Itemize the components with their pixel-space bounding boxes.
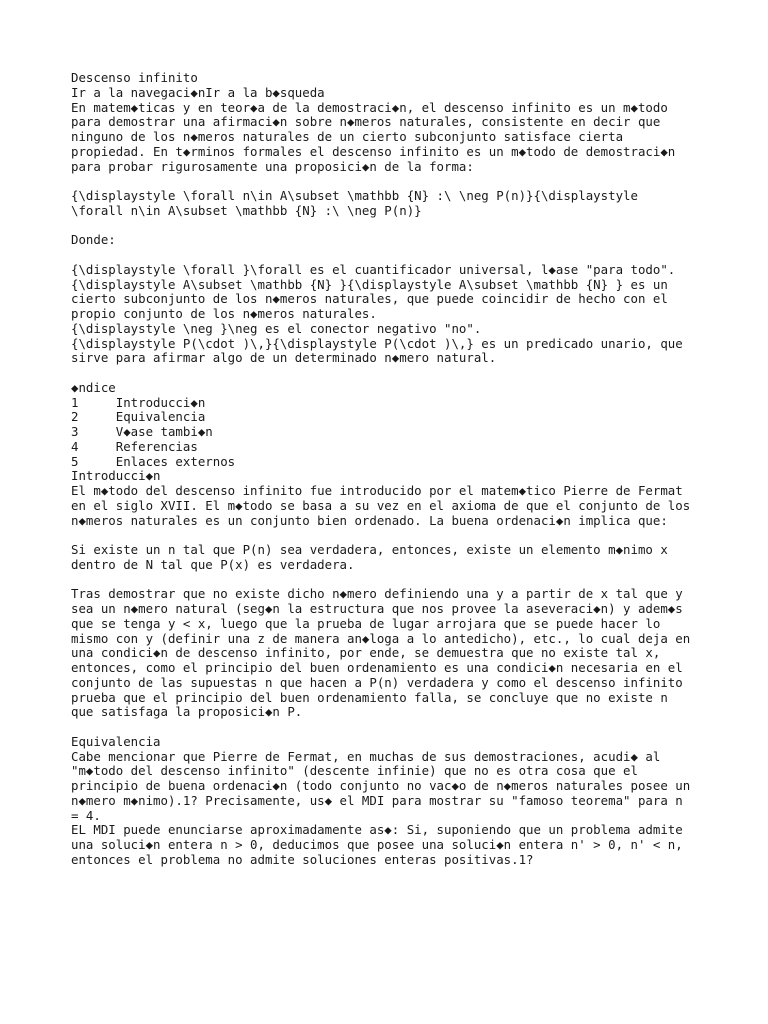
definition-line: propio conjunto de los n◆meros naturales. xyxy=(71,306,377,321)
text-line: sea un n◆mero natural (seg◆n la estructura que nos provee la aseveraci◆n) y adem◆s xyxy=(71,601,683,616)
text-line: ninguno de los n◆meros naturales de un cierto subconjunto satisface cierta xyxy=(71,129,624,144)
toc-item-introduccion[interactable]: 1 Introducci◆n xyxy=(71,394,206,410)
definition-line: {\displaystyle A\subset \mathbb {N} }{\displaystyle A\subset \mathbb {N} } es un xyxy=(71,276,668,292)
text-line: principio de buena ordenaci◆n (todo conjunto no vac◆o de n◆meros naturales posee un xyxy=(71,778,691,793)
document-page xyxy=(71,71,711,868)
spacer xyxy=(71,573,711,588)
article-title: Descenso infinito xyxy=(71,70,198,85)
toc-heading: ◆ndice xyxy=(71,379,116,395)
definition-line: sirve para afirmar algo de un determinado n◆mero natural. xyxy=(71,350,497,366)
spacer xyxy=(71,219,711,234)
text-line: = 4. xyxy=(71,807,101,823)
spacer xyxy=(71,528,711,543)
text-line: "m◆todo del descenso infinito" (descente infinie) que no es otra cosa que el xyxy=(71,763,638,779)
section-equivalencia xyxy=(71,735,711,868)
text-line: Cabe mencionar que Pierre de Fermat, en muchas de sus demostraciones, acudi◆ al xyxy=(71,748,661,764)
spacer xyxy=(71,174,711,189)
spacer xyxy=(71,248,711,263)
text-line: entonces el problema no admite soluciones enteras positivas.1? xyxy=(71,851,534,867)
donde-label: Donde: xyxy=(71,232,116,248)
text-line: una condici◆n de descenso infinito, por ende, se demuestra que no existe tal x, xyxy=(71,645,661,661)
text-line: para demostrar una afirmaci◆n sobre n◆meros naturales, consistente en decir que xyxy=(71,114,661,130)
text-line: El m◆todo del descenso infinito fue introducido por el matem◆tico Pierre de Fermat xyxy=(71,483,683,498)
table-of-contents xyxy=(71,381,711,470)
text-line: n◆meros naturales es un conjunto bien ordenado. La buena ordenaci◆n implica que: xyxy=(71,512,668,528)
text-line: conjunto de las supuestas n que hacen a P(n) verdadera y como el descenso infinito xyxy=(71,674,683,690)
formula-line: \forall n\in A\subset \mathbb {N} :\ \neg P(n)} xyxy=(71,202,422,218)
definition-line: cierto subconjunto de los n◆meros naturales, que puede coincidir de hecho con el xyxy=(71,291,668,307)
text-line: En matem◆ticas y en teor◆a de la demostraci◆n, el descenso infinito es un m◆todo xyxy=(71,99,668,115)
text-line: una soluci◆n entera n > 0, deducimos que posee una soluci◆n entera n' > 0, n' < n, xyxy=(71,837,683,852)
text-line: EL MDI puede enunciarse aproximadamente as◆: Si, suponiendo que un problema admite xyxy=(71,822,683,838)
section-introduccion xyxy=(71,469,711,720)
text-line: dentro de N tal que P(x) es verdadera. xyxy=(71,556,355,572)
text-line: para probar rigurosamente una proposici◆n de la forma: xyxy=(71,158,474,174)
text-line: entonces, como el principio del buen ordenamiento es una condici◆n necesaria en el xyxy=(71,660,683,675)
formula-block xyxy=(71,189,711,219)
spacer xyxy=(71,366,711,381)
toc-item-referencias[interactable]: 4 Referencias xyxy=(71,438,198,454)
text-line: Si existe un n tal que P(n) sea verdadera, entonces, existe un elemento m◆nimo x xyxy=(71,542,668,557)
definitions-list xyxy=(71,263,711,366)
spacer xyxy=(71,720,711,735)
definition-line: {\displaystyle \forall }\forall es el cuantificador universal, l◆ase "para todo". xyxy=(71,261,676,277)
toc-item-vease-tambien[interactable]: 3 V◆ase tambi◆n xyxy=(71,424,213,439)
definition-line: {\displaystyle P(\cdot )\,}{\displaystyle P(\cdot )\,} es un predicado unario, que xyxy=(71,335,683,351)
text-line: que se tenga y < x, luego que la prueba de lugar arrojara que se puede hacer lo xyxy=(71,615,661,631)
text-line: mismo con y (definir una z de manera an◆loga a lo antedicho), etc., lo cual deja en xyxy=(71,630,691,646)
definition-line: {\displaystyle \neg }\neg es el conector negativo "no". xyxy=(71,320,482,336)
text-line: n◆mero m◆nimo).1? Precisamente, us◆ el MDI para mostrar su "famoso teorema" para n xyxy=(71,792,683,808)
toc-item-equivalencia[interactable]: 2 Equivalencia xyxy=(71,409,206,425)
text-line: en el siglo XVII. El m◆todo se basa a su vez en el axioma de que el conjunto de los xyxy=(71,497,691,513)
formula-line: {\displaystyle \forall n\in A\subset \mathbb {N} :\ \neg P(n)}{\displaystyle xyxy=(71,188,638,203)
text-line: propiedad. En t◆rminos formales el descenso infinito es un m◆todo de demostraci◆n xyxy=(71,143,676,159)
section-heading: Introducci◆n xyxy=(71,468,161,484)
toc-item-enlaces-externos[interactable]: 5 Enlaces externos xyxy=(71,453,236,469)
section-heading: Equivalencia xyxy=(71,733,161,749)
text-line: Tras demostrar que no existe dicho n◆mero definiendo una y a partir de x tal que y xyxy=(71,586,683,602)
intro-paragraph xyxy=(71,101,711,175)
navigation-links[interactable]: Ir a la navegaci◆nIr a la b◆squeda xyxy=(71,84,325,100)
text-line: prueba que el principio del buen ordenamiento falla, se concluye que no existe n xyxy=(71,689,668,705)
text-line: que satisfaga la proposici◆n P. xyxy=(71,704,303,720)
